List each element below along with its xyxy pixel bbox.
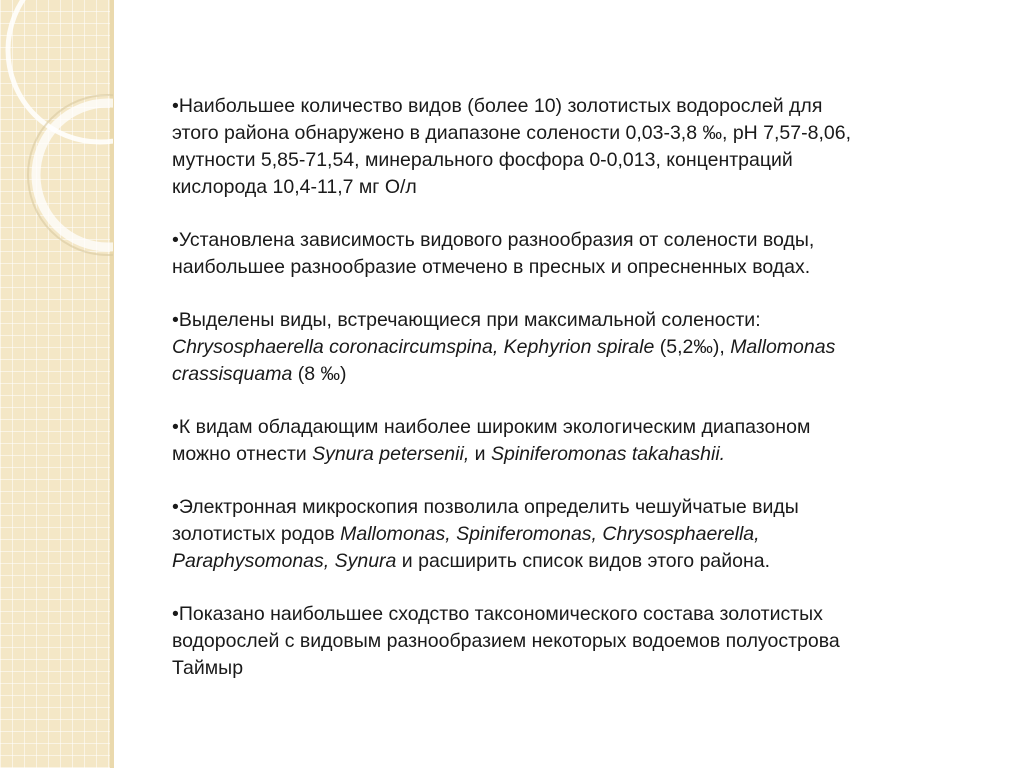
bullet-paragraph [172,601,972,682]
body-text: •К видам обладающим наиболее широким экологическим диапазоном [172,416,811,438]
bullet-paragraph [172,307,972,388]
bullet-paragraph [172,494,972,575]
bullet-paragraph [172,227,972,281]
text-line [172,601,972,628]
species-name-text: Paraphysomonas, Synura [172,550,397,572]
text-line [172,655,972,682]
text-line [172,227,972,254]
species-name-text: crassisquama [172,363,293,385]
body-text: золотистых родов [172,523,341,545]
text-line [172,414,972,441]
species-name-text: Chrysosphaerella coronacircumspina, Kephyrion spirale [172,336,655,358]
text-line [172,494,972,521]
species-name-text: Spiniferomonas takahashii. [490,443,726,465]
text-line [172,628,972,655]
body-text: •Показано наибольшее сходство таксономического состава золотистых [172,603,823,625]
body-text: (5,2‰), [654,336,731,358]
text-line [172,334,972,361]
text-line [172,120,972,147]
text-line [172,521,972,548]
text-line [172,254,972,281]
body-text: кислорода 10,4-11,7 мг О/л [172,176,417,198]
species-name-text: Synura petersenii, [312,443,470,465]
body-text: •Электронная микроскопия позволила определить чешуйчатые виды [172,496,799,518]
body-text: водорослей с видовым разнообразием некоторых водоемов полуострова [172,630,840,652]
text-line [172,441,972,468]
body-text: (8 ‰) [292,363,347,385]
body-text: Таймыр [172,657,244,679]
decorative-circles [0,0,113,768]
body-text: •Наибольшее количество видов (более 10) золотистых водорослей для [172,95,823,117]
text-line [172,548,972,575]
species-name-text: Mallomonas, Spiniferomonas, Chrysosphaerella, [340,523,760,545]
text-line [172,147,972,174]
body-text: этого района обнаружено в диапазоне солености 0,03-3,8 ‰, рН 7,57-8,06, [172,122,851,144]
body-text: и [469,443,491,465]
body-text: •Выделены виды, встречающиеся при максимальной солености: [172,309,761,331]
bullet-paragraph [172,414,972,468]
body-text: наибольшее разнообразие отмечено в пресных и опресненных водах. [172,256,811,278]
text-line [172,93,972,120]
bullet-paragraph [172,93,972,201]
text-line [172,361,972,388]
species-name-text: Mallomonas [730,336,836,358]
body-text: мутности 5,85-71,54, минерального фосфора 0-0,013, концентраций [172,149,793,171]
text-line [172,307,972,334]
body-text: и расширить список видов этого района. [396,550,771,572]
slide-body [172,93,972,682]
body-text: •Установлена зависимость видового разнообразия от солености воды, [172,229,815,251]
body-text: можно отнести [172,443,313,465]
text-line [172,174,972,201]
